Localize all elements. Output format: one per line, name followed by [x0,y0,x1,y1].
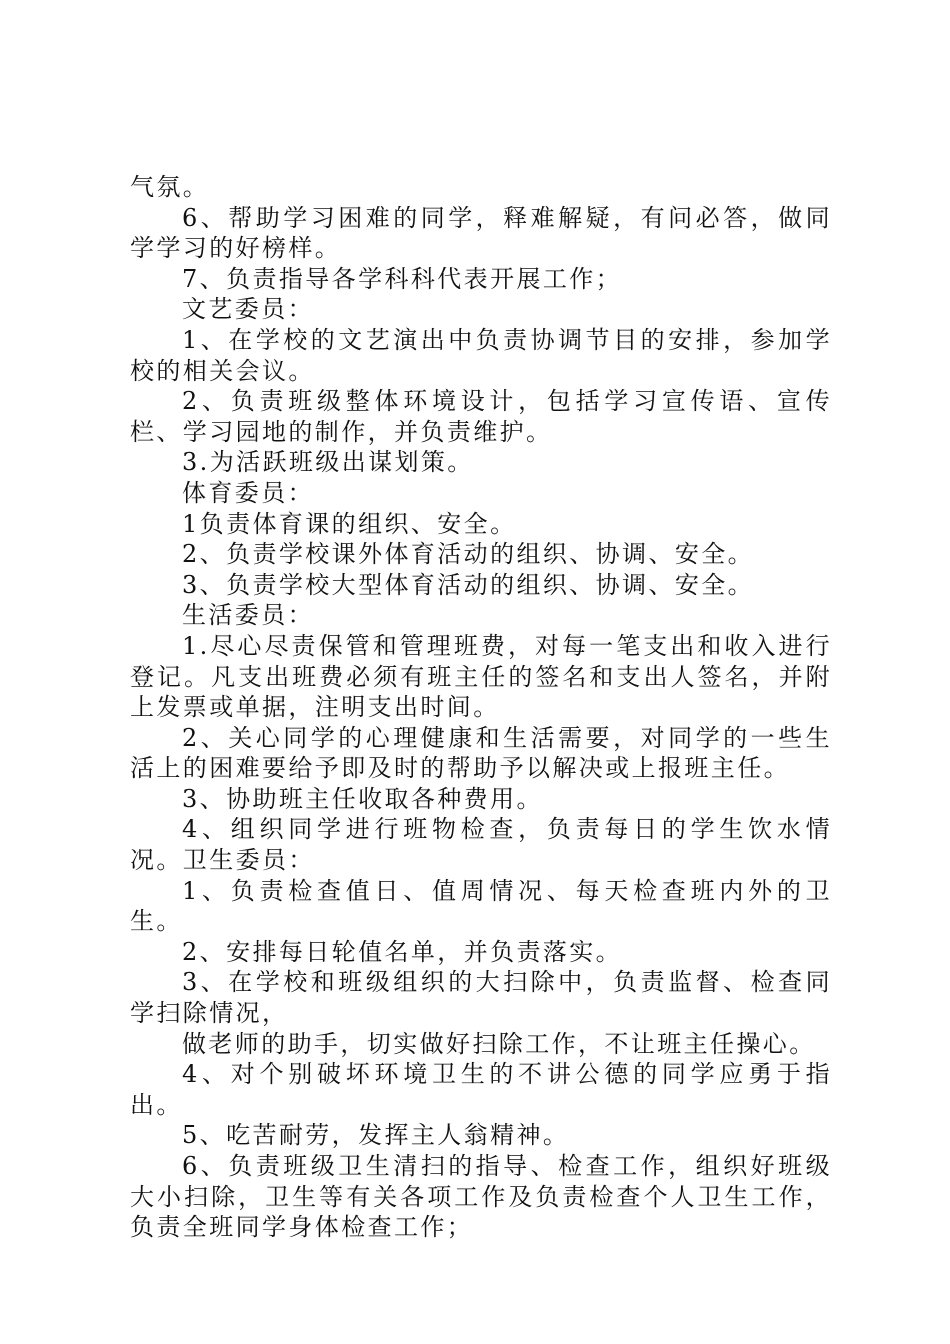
document-body [130,172,832,1243]
paragraph: 2、关心同学的心理健康和生活需要，对同学的一些生活上的困难要给予即及时的帮助予以解决或上报班主任。 [130,723,832,783]
paragraph: 7、负责指导各学科科代表开展工作； [182,264,623,293]
paragraph: 4、对个别破坏环境卫生的不讲公德的同学应勇于指出。 [130,1060,832,1119]
paragraph: 1、在学校的文艺演出中负责协调节目的安排，参加学校的相关会议。 [130,325,832,385]
paragraph: 5、吃苦耐劳，发挥主人翁精神。 [182,1121,570,1150]
paragraph: 2、安排每日轮值名单，并负责落实。 [182,937,623,966]
paragraph: 3、协助班主任收取各种费用。 [182,784,543,813]
paragraph: 6、帮助学习困难的同学，释难解疑，有问必答，做同学学习的好榜样。 [130,203,832,263]
paragraph: 2、负责学校课外体育活动的组织、协调、安全。 [182,540,755,569]
paragraph: 3、负责学校大型体育活动的组织、协调、安全。 [182,570,755,599]
paragraph: 2、负责班级整体环境设计，包括学习宣传语、宣传栏、学习园地的制作，并负责维护。 [130,387,832,446]
paragraph: 1.尽心尽责保管和管理班费，对每一笔支出和收入进行登记。凡支出班费必须有班主任的签名和支出人签名，并附上发票或单据，注明支出时间。 [130,631,832,722]
section-heading-life: 生活委员： [182,601,314,630]
paragraph: 做老师的助手，切实做好扫除工作，不让班主任操心。 [182,1029,816,1058]
paragraph: 4、组织同学进行班物检查，负责每日的学生饮水情况。卫生委员： [130,815,832,875]
section-heading-sports: 体育委员： [182,478,314,507]
paragraph: 6、负责班级卫生清扫的指导、检查工作，组织好班级大小扫除，卫生等有关各项工作及负责检查个人卫生工作，负责全班同学身体检查工作； [130,1152,832,1242]
paragraph: 3.为活跃班级出谋划策。 [182,448,474,477]
paragraph: 1、负责检查值日、值周情况、每天检查班内外的卫生。 [130,876,832,936]
paragraph: 1负责体育课的组织、安全。 [182,509,517,538]
paragraph: 气氛。 [130,173,210,201]
section-heading-arts: 文艺委员： [182,295,314,324]
paragraph: 3、在学校和班级组织的大扫除中，负责监督、检查同学扫除情况， [130,968,832,1028]
